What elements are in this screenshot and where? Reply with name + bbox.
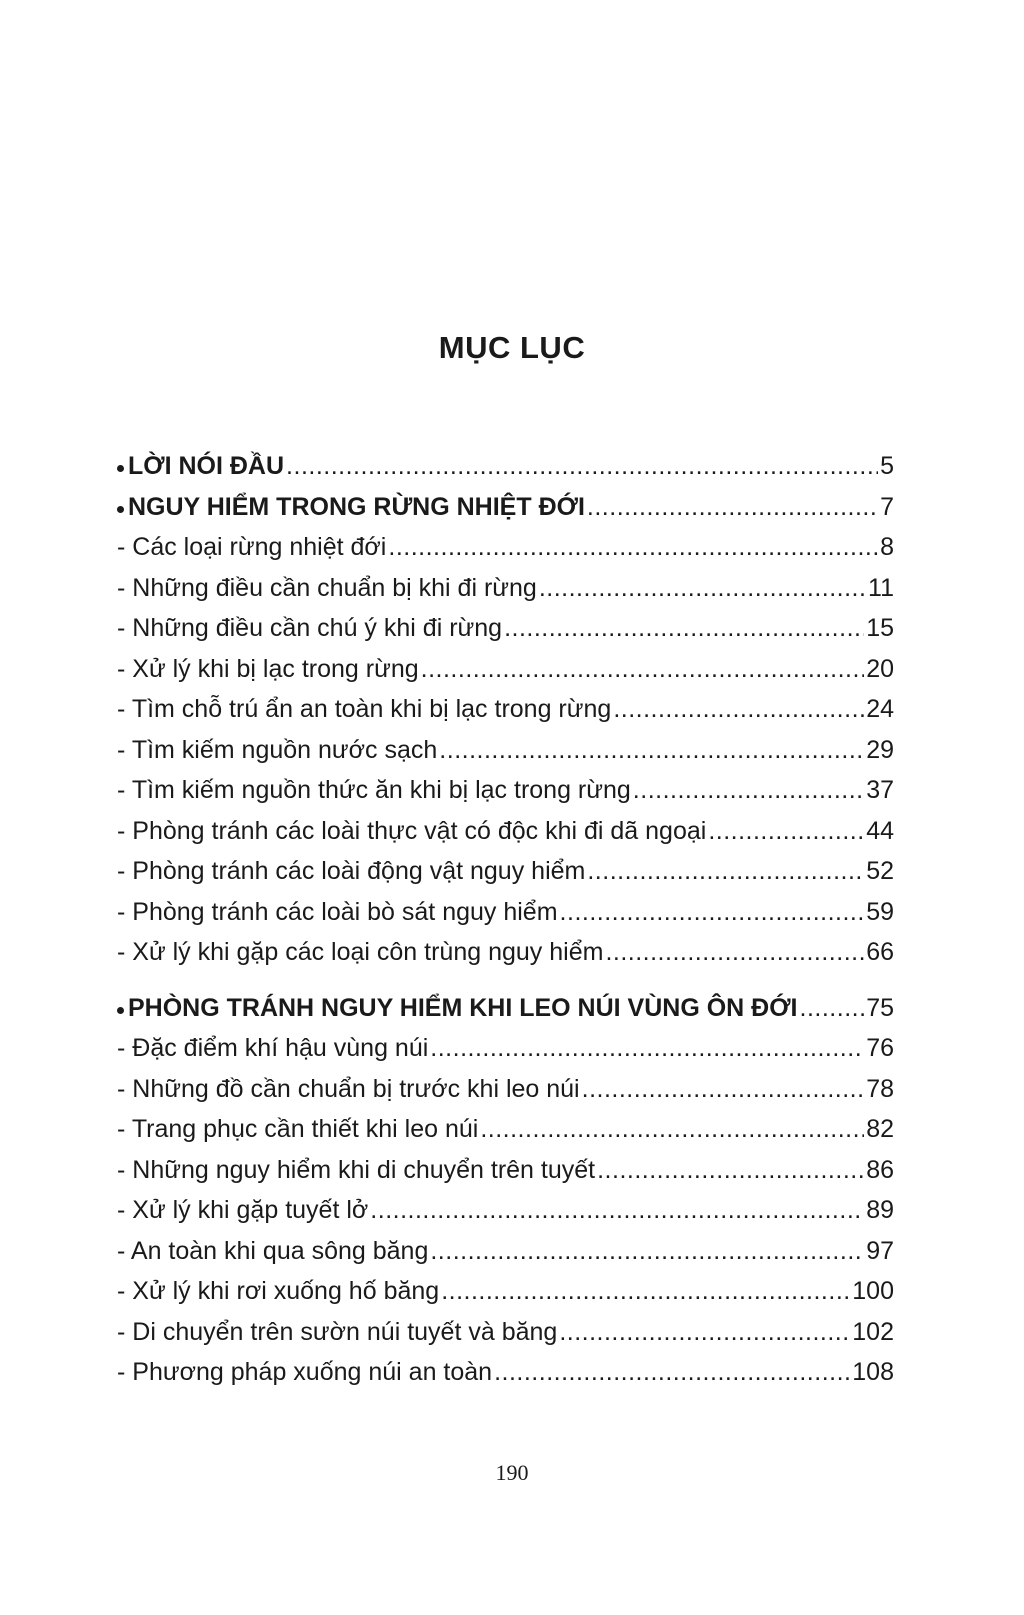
toc-entry-label: - Những điều cần chú ý khi đi rừng <box>117 614 503 642</box>
toc-section <box>117 994 894 1035</box>
dot-leader <box>597 1156 864 1185</box>
toc-page-number: 75 <box>866 993 894 1022</box>
dot-leader <box>504 614 864 643</box>
toc-entry-label: - Xử lý khi rơi xuống hố băng <box>117 1277 440 1305</box>
toc-entry <box>117 574 894 615</box>
toc-entry <box>117 817 894 858</box>
toc-page-number: 11 <box>868 573 894 602</box>
toc-entry <box>117 1115 894 1156</box>
dot-leader <box>441 1277 850 1306</box>
toc-entry <box>117 1318 894 1359</box>
toc-entry <box>117 938 894 979</box>
dot-leader <box>494 1358 850 1387</box>
toc-entry-label: - Đặc điểm khí hậu vùng núi <box>117 1034 429 1062</box>
dot-leader <box>480 1115 864 1144</box>
toc-entry-label: - Phòng tránh các loài động vật nguy hiểm <box>117 857 586 885</box>
toc-page-number: 76 <box>866 1034 894 1062</box>
dot-leader <box>587 493 878 522</box>
toc-entry <box>117 1156 894 1197</box>
dot-leader <box>613 695 864 724</box>
dot-leader <box>439 736 864 765</box>
toc-page-number: 100 <box>852 1277 894 1305</box>
dot-leader <box>286 452 878 481</box>
toc-entry-label: - Tìm kiếm nguồn nước sạch <box>117 735 438 764</box>
toc-entry <box>117 1075 894 1116</box>
dot-leader <box>587 857 864 886</box>
dot-leader <box>633 776 864 805</box>
toc-entry-label: - Xử lý khi gặp tuyết lở <box>117 1196 369 1224</box>
toc-entry-label: - Xử lý khi gặp các loại côn trùng nguy hiểm <box>117 938 604 966</box>
toc-page-number: 108 <box>852 1358 894 1386</box>
toc-page-number: 29 <box>866 735 894 764</box>
toc-entry <box>117 614 894 655</box>
toc-entry <box>117 736 894 777</box>
dot-leader <box>539 574 866 603</box>
toc-page-number: 89 <box>866 1196 894 1224</box>
toc-entry <box>117 1277 894 1318</box>
toc-page-number: 52 <box>866 857 894 885</box>
toc-entry-label: - Phòng tránh các loài bò sát nguy hiểm <box>117 897 558 926</box>
toc-entry-label: - Các loại rừng nhiệt đới <box>117 533 387 561</box>
toc-page-number: 37 <box>866 776 894 804</box>
toc-page-number: 7 <box>880 492 894 521</box>
toc-entry-label: PHÒNG TRÁNH NGUY HIỂM KHI LEO NÚI VÙNG ÔN ĐỚI <box>117 994 798 1023</box>
toc-page-number: 78 <box>866 1074 894 1103</box>
toc-page-number: 24 <box>866 695 894 723</box>
page-title: MỤC LỤC <box>438 330 586 365</box>
toc-page-number: 5 <box>880 452 894 480</box>
toc-page-number: 82 <box>866 1115 894 1143</box>
dot-leader <box>388 533 878 562</box>
toc-page-number: 97 <box>866 1236 894 1265</box>
toc-entry-label: - Tìm chỗ trú ẩn an toàn khi bị lạc trong rừng <box>117 695 612 723</box>
toc-entry <box>117 1196 894 1237</box>
toc-entry-label: LỜI NÓI ĐẦU <box>117 452 284 481</box>
toc-entry-label: - Những nguy hiểm khi di chuyển trên tuyết <box>117 1155 596 1184</box>
dot-leader <box>370 1196 864 1225</box>
dot-leader <box>800 994 865 1023</box>
toc-page-number: 59 <box>866 897 894 926</box>
bullet-icon <box>117 1007 124 1014</box>
toc-entry-label: - Trang phục cần thiết khi leo núi <box>117 1115 479 1143</box>
toc-page-number: 66 <box>866 938 894 966</box>
toc-section <box>117 452 894 493</box>
dot-leader <box>421 655 865 684</box>
toc-entry-label: - Những đồ cần chuẩn bị trước khi leo núi <box>117 1074 580 1103</box>
toc-page-number: 44 <box>866 816 894 845</box>
dot-leader <box>430 1034 864 1063</box>
toc-entry-label: - Di chuyển trên sườn núi tuyết và băng <box>117 1317 558 1346</box>
toc-entry <box>117 1237 894 1278</box>
toc-entry-label: - Những điều cần chuẩn bị khi đi rừng <box>117 573 537 602</box>
toc-section <box>117 493 894 534</box>
toc-page-number: 15 <box>866 614 894 642</box>
toc-entry <box>117 776 894 817</box>
dot-leader <box>582 1075 865 1104</box>
toc-entry <box>117 898 894 939</box>
toc-entry <box>117 695 894 736</box>
toc-entry-label: - Xử lý khi bị lạc trong rừng <box>117 654 419 683</box>
toc-entry <box>117 857 894 898</box>
dot-leader <box>560 898 865 927</box>
toc-entry-label: - Phòng tránh các loài thực vật có độc khi đi dã ngoại <box>117 816 707 845</box>
toc-entry <box>117 655 894 696</box>
toc-entry <box>117 533 894 574</box>
page-footer-number: 190 <box>495 1460 529 1485</box>
toc-page-number: 86 <box>866 1155 894 1184</box>
toc-page-number: 20 <box>866 654 894 683</box>
dot-leader <box>708 817 864 846</box>
dot-leader <box>559 1318 850 1347</box>
toc-entry-label: - Phương pháp xuống núi an toàn <box>117 1358 493 1386</box>
bullet-icon <box>117 506 124 513</box>
dot-leader <box>430 1237 864 1266</box>
toc-entry-label: - An toàn khi qua sông băng <box>117 1236 429 1265</box>
toc-entry <box>117 1034 894 1075</box>
toc-entry-label: NGUY HIỂM TRONG RỪNG NHIỆT ĐỚI <box>117 493 585 522</box>
toc-entry <box>117 1358 894 1399</box>
bullet-icon <box>117 465 124 472</box>
toc-page-number: 102 <box>852 1317 894 1346</box>
dot-leader <box>605 938 864 967</box>
table-of-contents <box>117 452 894 1399</box>
toc-page-number: 8 <box>880 533 894 561</box>
toc-entry-label: - Tìm kiếm nguồn thức ăn khi bị lạc trong rừng <box>117 776 631 804</box>
